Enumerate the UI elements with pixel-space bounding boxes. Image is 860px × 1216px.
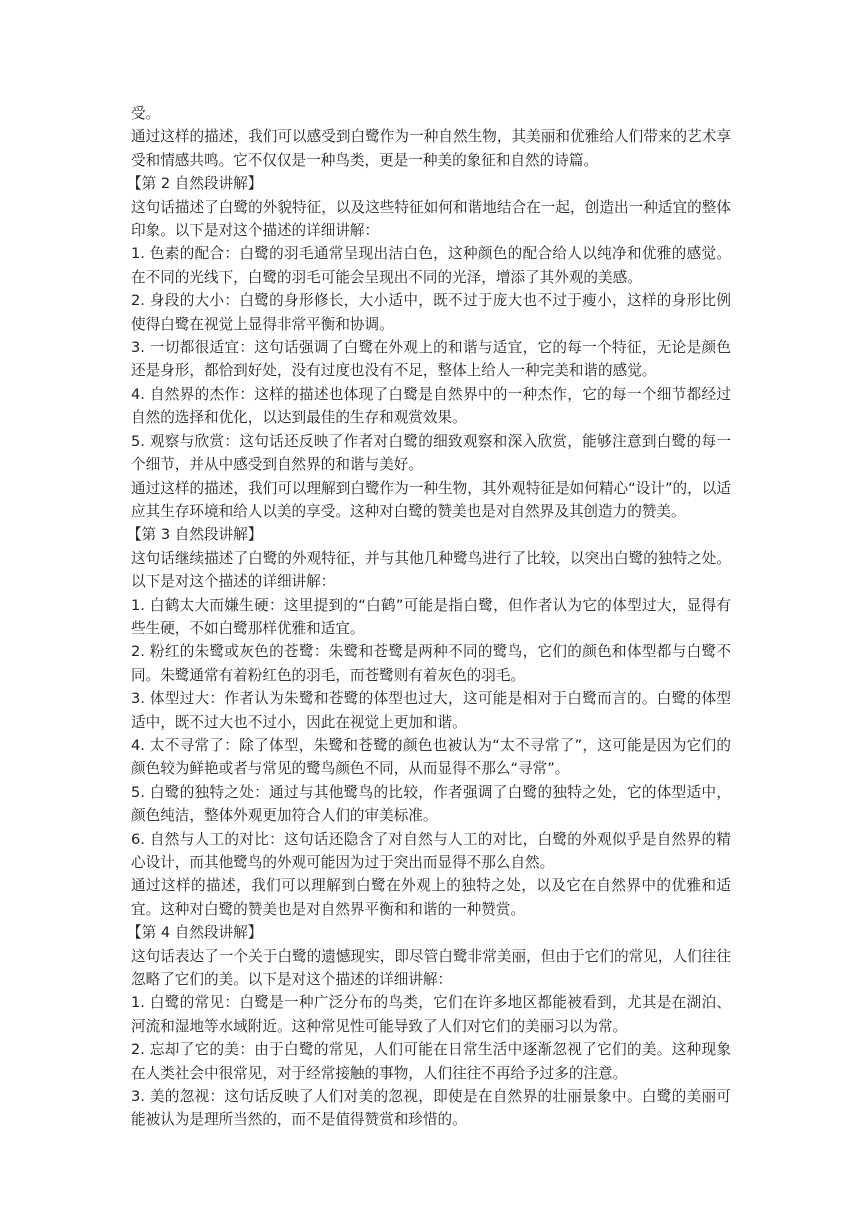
paragraph: 通过这样的描述，我们可以感受到白鹭作为一种自然生物，其美丽和优雅给人们带来的艺术享受和情感共鸣。它不仅仅是一种鸟类，更是一种美的象征和自然的诗篇。 (131, 128, 731, 169)
list-item: 3. 体型过大：作者认为朱鹭和苍鹭的体型也过大，这可能是相对于白鹭而言的。白鹭的体型适中，既不过大也不过小，因此在视觉上更加和谐。 (131, 690, 731, 731)
list-item: 5. 白鹭的独特之处：通过与其他鹭鸟的比较，作者强调了白鹭的独特之处，它的体型适中，颜色纯洁，整体外观更加符合人们的审美标准。 (131, 783, 731, 825)
list-item: 4. 自然界的杰作：这样的描述也体现了白鹭是自然界中的一种杰作，它的每一个细节都经过自然的选择和优化，以达到最佳的生存和观赏效果。 (131, 385, 731, 427)
section-heading-2: 【第 2 自然段讲解】 (127, 175, 263, 193)
paragraph: 通过这样的描述，我们可以理解到白鹭在外观上的独特之处，以及它在自然界中的优雅和适宜。这种对白鹭的赞美也是对自然界平衡和和谐的一种赞赏。 (131, 877, 731, 918)
section-heading-4: 【第 4 自然段讲解】 (127, 924, 263, 942)
document-body (127, 102, 731, 1132)
list-item: 1. 白鹭的常见：白鹭是一种广泛分布的鸟类，它们在许多地区都能被看到，尤其是在湖泊、河流和湿地等水域附近。这种常见性可能导致了人们对它们的美丽习以为常。 (131, 994, 731, 1035)
list-item: 3. 一切都很适宜：这句话强调了白鹭在外观上的和谐与适宜，它的每一个特征，无论是颜色还是身形，都恰到好处，没有过度也没有不足，整体上给人一种完美和谐的感觉。 (131, 339, 731, 380)
paragraph: 这句话继续描述了白鹭的外观特征，并与其他几种鹭鸟进行了比较，以突出白鹭的独特之处。以下是对这个描述的详细讲解： (131, 549, 731, 591)
section-heading-3: 【第 3 自然段讲解】 (127, 526, 263, 544)
list-item: 2. 身段的大小：白鹭的身形修长，大小适中，既不过于庞大也不过于瘦小，这样的身形比例使得白鹭在视觉上显得非常平衡和协调。 (131, 292, 731, 333)
paragraph: 通过这样的描述，我们可以理解到白鹭作为一种生物，其外观特征是如何精心“设计”的，以适应其生存环境和给人以美的享受。这种对白鹭的赞美也是对自然界及其创造力的赞美。 (131, 479, 731, 520)
list-item: 4. 太不寻常了：除了体型，朱鹭和苍鹭的颜色也被认为“太不寻常了”，这可能是因为它们的颜色较为鲜艳或者与常见的鹭鸟颜色不同，从而显得不那么“寻常”。 (131, 736, 731, 778)
paragraph: 受。 (131, 105, 161, 122)
list-item: 5. 观察与欣赏：这句话还反映了作者对白鹭的细致观察和深入欣赏，能够注意到白鹭的每一个细节，并从中感受到自然界的和谐与美好。 (131, 432, 731, 474)
list-item: 1. 白鹤太大而嫌生硬：这里提到的“白鹤”可能是指白鹭，但作者认为它的体型过大，显得有些生硬，不如白鹭那样优雅和适宜。 (131, 596, 731, 637)
list-item: 3. 美的忽视：这句话反映了人们对美的忽视，即使是在自然界的壮丽景象中。白鹭的美丽可能被认为是理所当然的，而不是值得赞赏和珍惜的。 (131, 1088, 731, 1129)
paragraph: 这句话表达了一个关于白鹭的遗憾现实，即尽管白鹭非常美丽，但由于它们的常见，人们往往忽略了它们的美。以下是对这个描述的详细讲解： (131, 947, 731, 989)
list-item: 2. 粉红的朱鹭或灰色的苍鹭：朱鹭和苍鹭是两种不同的鹭鸟，它们的颜色和体型都与白鹭不同。朱鹭通常有着粉红色的羽毛，而苍鹭则有着灰色的羽毛。 (131, 643, 731, 684)
list-item: 1. 色素的配合：白鹭的羽毛通常呈现出洁白色，这种颜色的配合给人以纯净和优雅的感觉。在不同的光线下，白鹭的羽毛可能会呈现出不同的光泽，增添了其外观的美感。 (131, 245, 731, 286)
list-item: 6. 自然与人工的对比：这句话还隐含了对自然与人工的对比，白鹭的外观似乎是自然界的精心设计，而其他鹭鸟的外观可能因为过于突出而显得不那么自然。 (131, 830, 731, 871)
paragraph: 这句话描述了白鹭的外貌特征，以及这些特征如何和谐地结合在一起，创造出一种适宜的整体印象。以下是对这个描述的详细讲解： (131, 198, 731, 240)
list-item: 2. 忘却了它的美：由于白鹭的常见，人们可能在日常生活中逐渐忽视了它们的美。这种现象在人类社会中很常见，对于经常接触的事物，人们往往不再给予过多的注意。 (131, 1041, 731, 1082)
